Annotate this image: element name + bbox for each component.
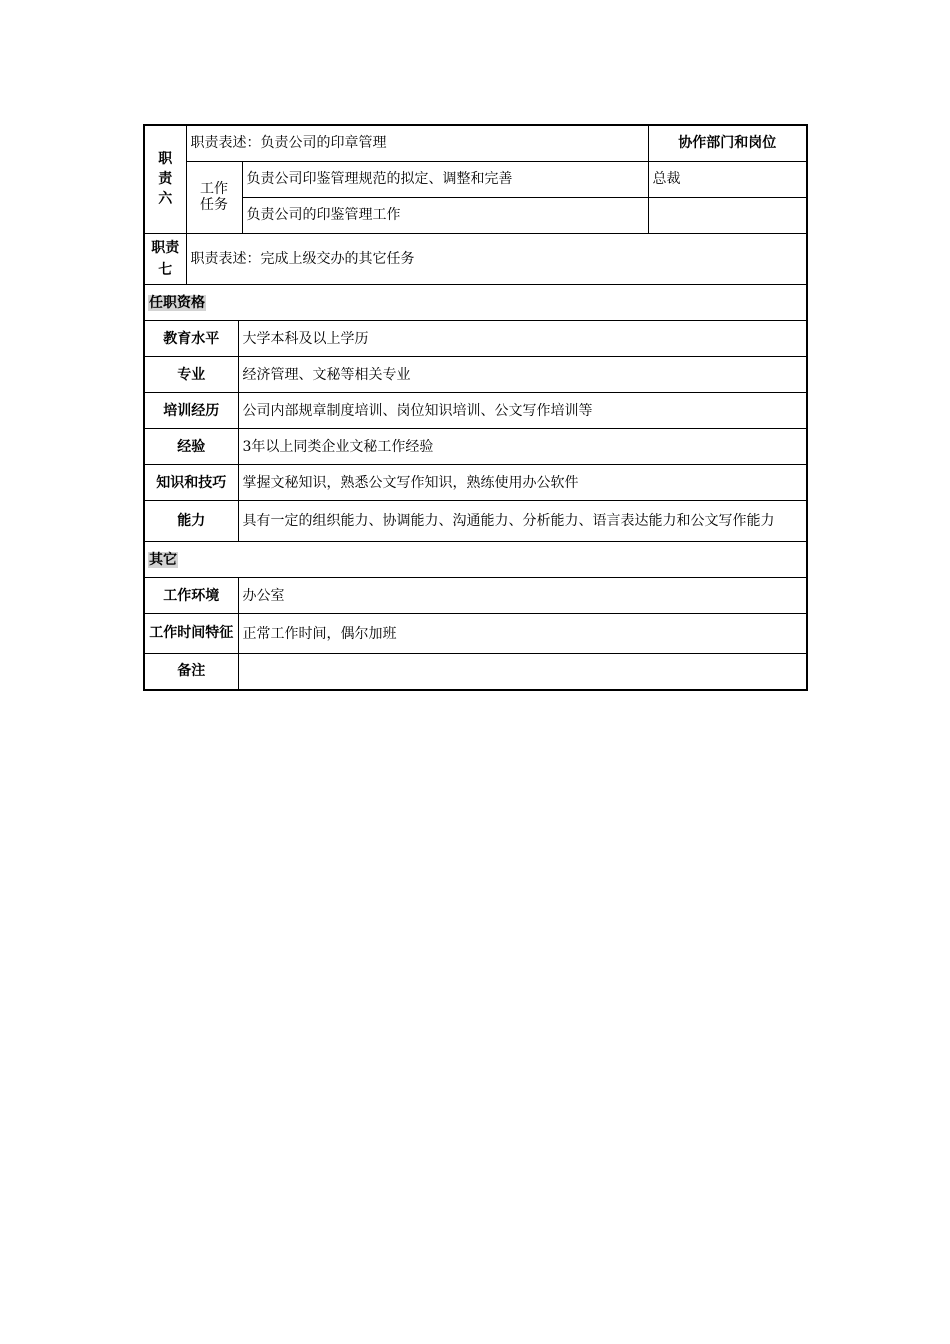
row-label: 知识和技巧: [144, 465, 238, 501]
row-label: 工作环境: [144, 578, 238, 614]
row-label: 专业: [144, 357, 238, 393]
task-collab: [648, 197, 807, 233]
row-label: 工作时间特征: [144, 614, 238, 654]
row-label: 备注: [144, 654, 238, 690]
section-title: 任职资格: [144, 285, 807, 321]
duty6-label: 职 责 六: [144, 125, 186, 233]
row-value: 大学本科及以上学历: [238, 321, 807, 357]
row-value: 办公室: [238, 578, 807, 614]
qualification-table: [143, 233, 808, 691]
row-label: 教育水平: [144, 321, 238, 357]
duty6-table: [143, 124, 808, 234]
row-value: 3年以上同类企业文秘工作经验: [238, 429, 807, 465]
task-collab: 总裁: [648, 161, 807, 197]
row-value: 经济管理、文秘等相关专业: [238, 357, 807, 393]
row-value: [238, 654, 807, 690]
row-value: 掌握文秘知识，熟悉公文写作知识，熟练使用办公软件: [238, 465, 807, 501]
row-value: 公司内部规章制度培训、岗位知识培训、公文写作培训等: [238, 393, 807, 429]
section-title: 其它: [144, 542, 807, 578]
duty6-statement: 职责表述：负责公司的印章管理: [186, 125, 648, 161]
collab-header: 协作部门和岗位: [648, 125, 807, 161]
duty7-label: 职责 七: [144, 234, 186, 285]
row-label: 培训经历: [144, 393, 238, 429]
task-label: 工作 任务: [186, 161, 242, 233]
row-label: 能力: [144, 501, 238, 542]
row-value: 具有一定的组织能力、协调能力、沟通能力、分析能力、语言表达能力和公文写作能力: [238, 501, 807, 542]
row-value: 正常工作时间，偶尔加班: [238, 614, 807, 654]
row-label: 经验: [144, 429, 238, 465]
task-text: 负责公司印鉴管理规范的拟定、调整和完善: [242, 161, 648, 197]
duty7-statement: 职责表述：完成上级交办的其它任务: [186, 234, 807, 285]
task-text: 负责公司的印鉴管理工作: [242, 197, 648, 233]
